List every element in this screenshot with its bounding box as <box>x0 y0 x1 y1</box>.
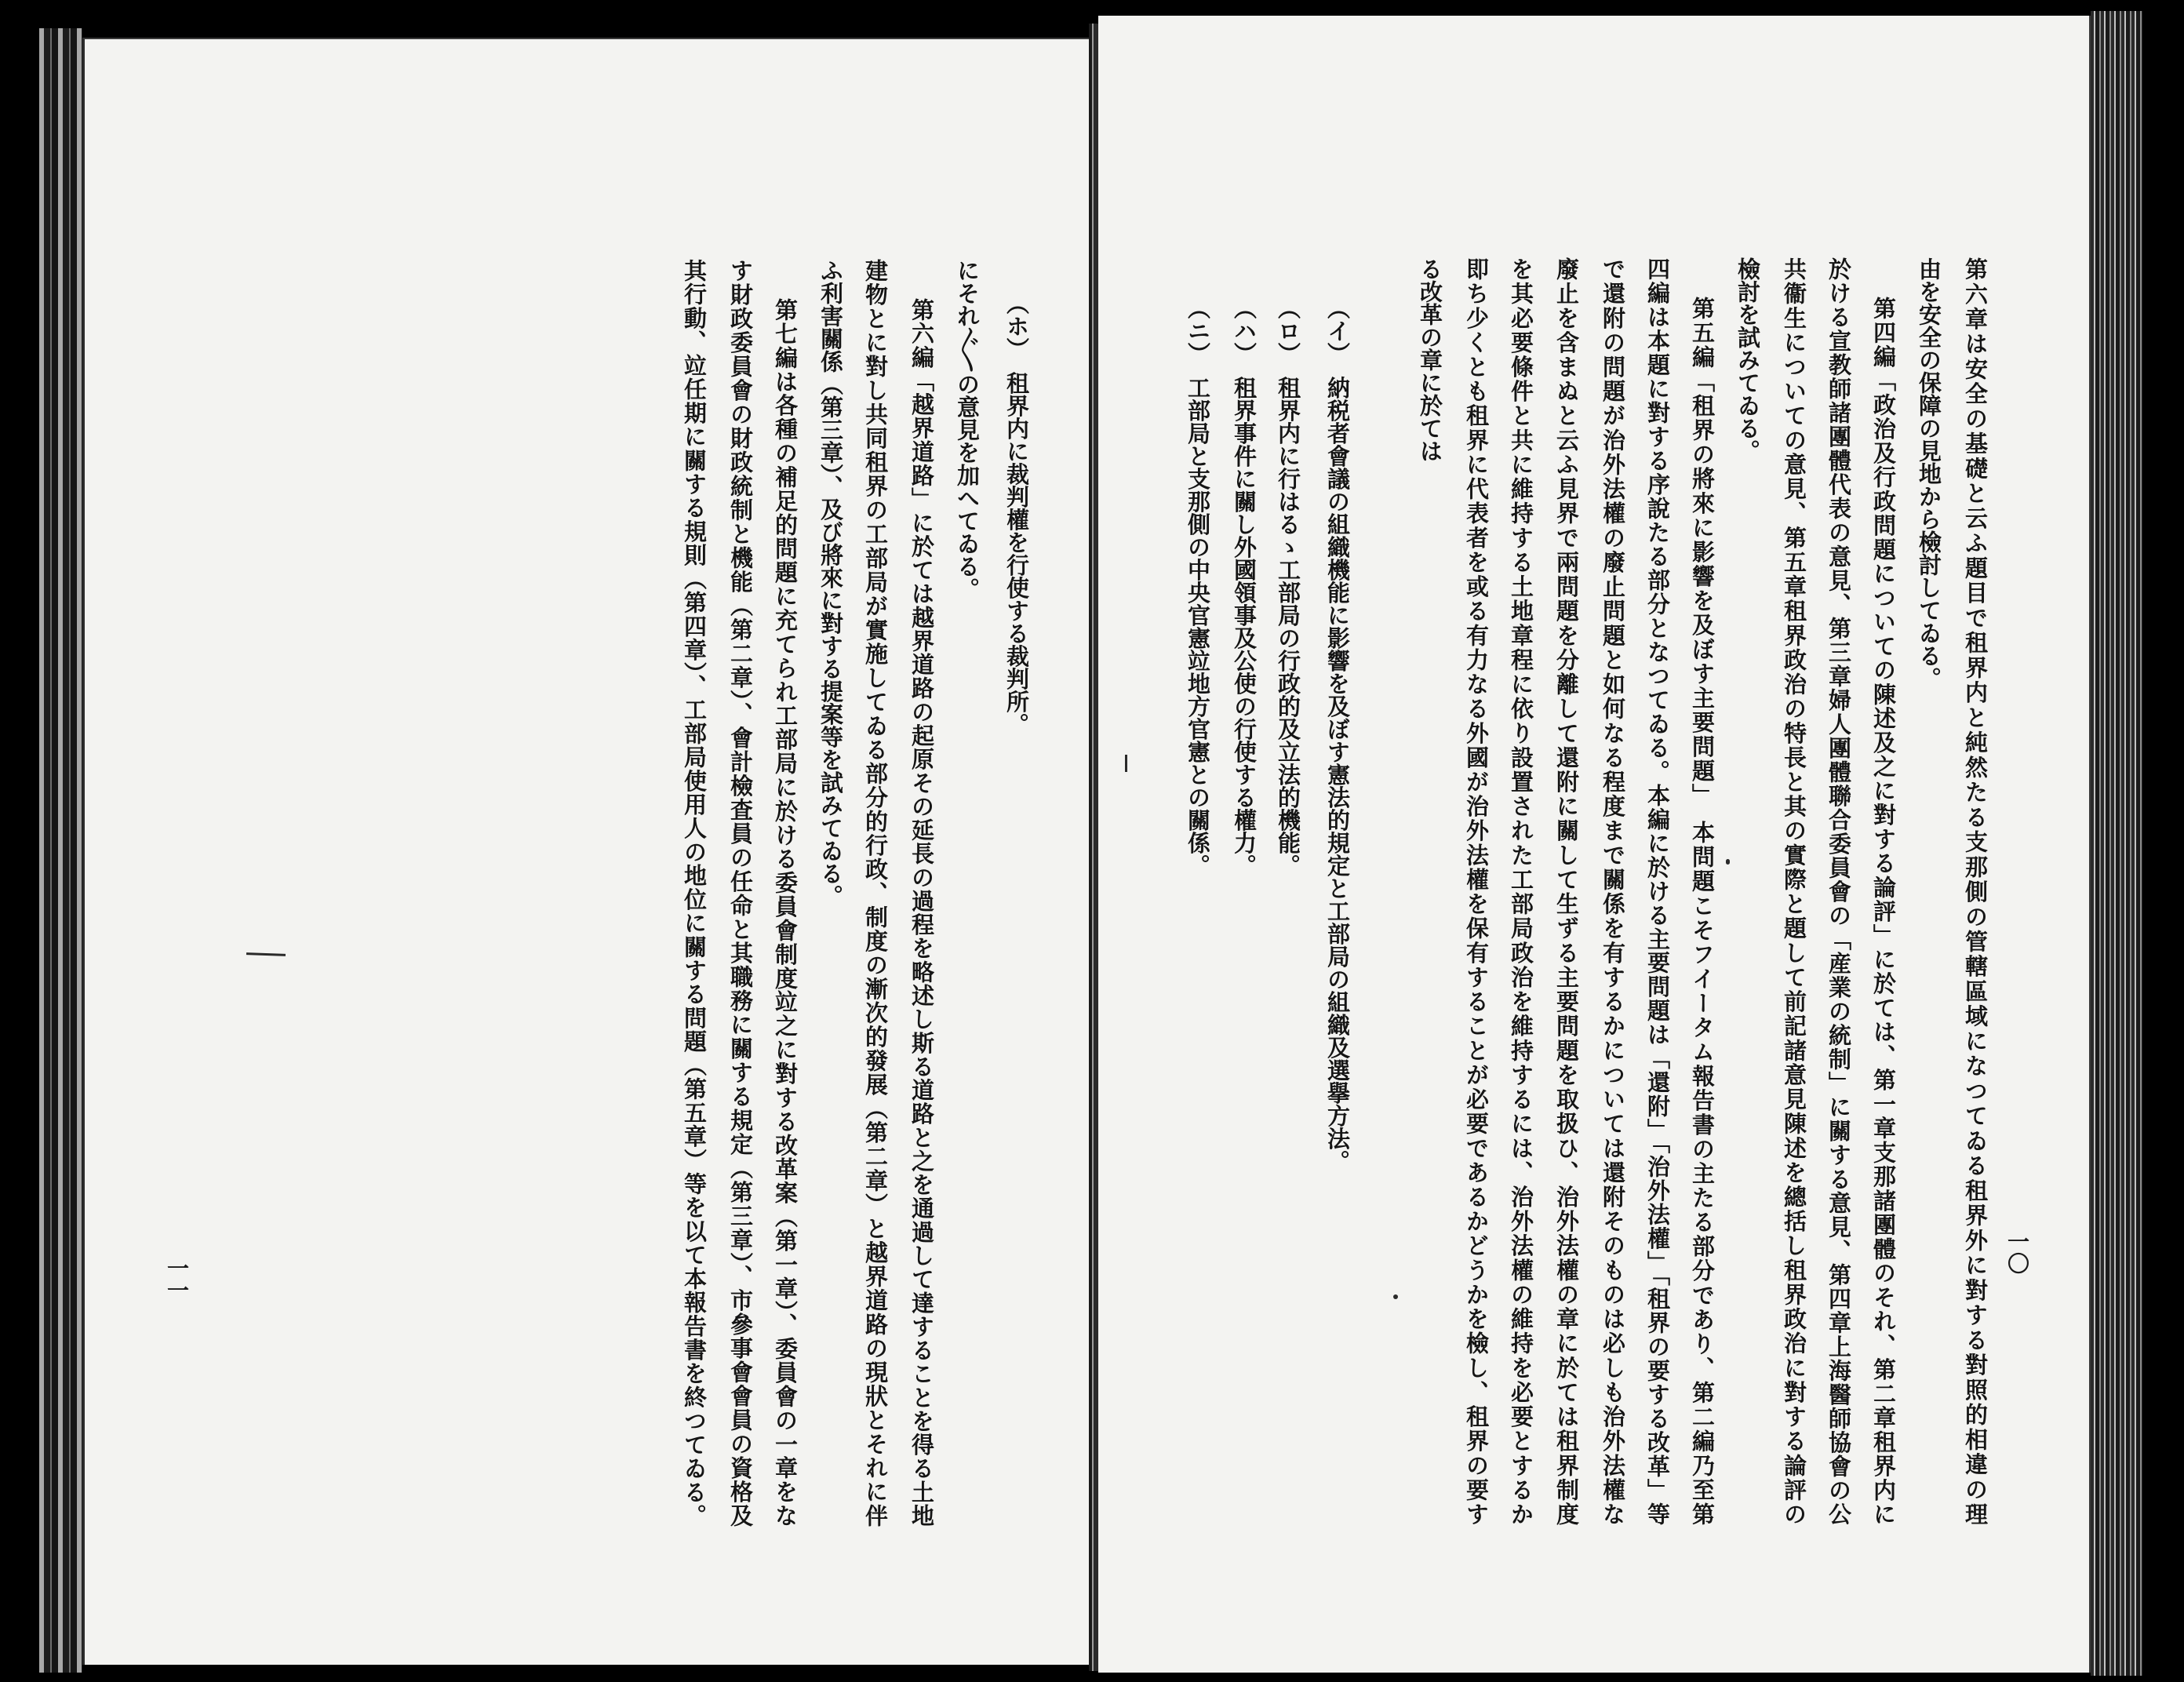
right-page-edges <box>2091 11 2142 1676</box>
list-item: （イ） 納税者會議の組織機能に影響を及ぼす憲法的規定と工部局の組織及選擧方法。 <box>1324 297 1351 1173</box>
text-line: にそれ〴〵の意見を加へてゐる。 <box>954 259 981 600</box>
text-line: 於ける宣教師諸團體代表の意見、第三章婦人團體聯合委員會の「産業の統制」に關する意見、第四章上海醫師協會の公 <box>1825 257 1852 1525</box>
scan-speck <box>246 952 286 956</box>
text-line: ふ利害關係（第三章）、及び將來に對する提案等を試みてゐる。 <box>817 259 844 908</box>
text-line: す財政委員會の財政統制と機能（第二章）、會計檢査員の任命と其職務に關する規定（第三章）、市參事會會員の資格及 <box>727 259 754 1527</box>
left-page <box>82 38 1089 1665</box>
text-line: 第四編「政治及行政問題についての陳述及之に對する論評」に於ては、第一章支那諸團體のそれ、第二章租界内に <box>1870 297 1897 1525</box>
text-line: で還附の問題が治外法權の廢止問題と如何なる程度まで關係を有するかについては還附そのものは必しも治外法權な <box>1600 257 1626 1525</box>
text-line: 檢討を試みてゐる。 <box>1734 257 1761 462</box>
text-line: る改革の章に於ては <box>1417 257 1443 462</box>
page-number: 一〇 <box>2004 1230 2030 1274</box>
list-item: （ニ） 工部局と支那側の中央官憲竝地方官憲との關係。 <box>1185 297 1211 877</box>
text-line: 第七編は各種の補足的問題に充てられ工部局に於ける委員會制度竝之に對する改革案（第一章）、委員會の一章をな <box>772 298 799 1527</box>
list-item: （ロ） 租界内に行はるゝ工部局の行政的及立法的機能。 <box>1275 297 1301 877</box>
page-number: 一一 <box>164 1257 190 1301</box>
text-line: 廢止を含まぬと云ふ見界で兩問題を分離して還附に關して生ずる主要問題を取扱ひ、治外法權の章に於ては租界制度 <box>1553 257 1580 1526</box>
list-item: （ハ） 租界事件に關し外國領事及公使の行使する權力。 <box>1231 297 1258 877</box>
scan-speck <box>1125 755 1127 772</box>
text-line: 由を安全の保障の見地から檢討してゐる。 <box>1916 257 1942 690</box>
text-line: 共衞生についての意見、第五章租界政治の特長と其の實際と題して前記諸意見陳述を總括し租界政治に對する論評の <box>1781 257 1807 1525</box>
scan-speck <box>1726 859 1730 865</box>
text-line: を其必要條件と共に維持する土地章程に依り設置された工部局政治を維持するには、治外法權の維持を必要とするか <box>1508 257 1534 1526</box>
text-line: 四編は本題に對する序說たる部分となつてゐる。本編に於ける主要問題は「還附」「治外法權」「租界の要する改革」等 <box>1644 257 1671 1525</box>
book-gutter <box>1089 24 1098 1671</box>
text-line: （ホ） 租界内に裁判權を行使する裁判所。 <box>1003 292 1030 736</box>
scan-speck <box>1393 1294 1398 1299</box>
text-line: 第六編「越界道路」に於ては越界道路の起原その延長の過程を略述し斯る道路と之を通過して達することを得る土地 <box>908 298 935 1527</box>
text-line: 第五編「租界の將來に影響を及ぼす主要問題」 本問題こそフイータム報告書の主たる部分であり、第二編乃至第 <box>1689 297 1716 1525</box>
text-line: 第六章は安全の基礎と云ふ題目で租界内と純然たる支那側の管轄區域になつてゐる租界外に對する對照的相違の理 <box>1962 257 1989 1525</box>
text-line: 其行動、竝任期に關する規則（第四章）、工部局使用人の地位に關する問題（第五章）等を以て本報告書を終つてゐる。 <box>681 259 708 1527</box>
text-line: 即ち少くとも租界に代表者を或る有力なる外國が治外法權を保有することが必要であるかどうかを檢し、租界の要す <box>1463 257 1490 1526</box>
text-line: 建物とに對し共同租界の工部局が實施してゐる部分的行政、制度の漸次的發展（第二章）と越界道路の現狀とそれに伴 <box>862 259 889 1527</box>
right-page <box>1098 16 2091 1673</box>
left-page-edges <box>39 28 82 1673</box>
